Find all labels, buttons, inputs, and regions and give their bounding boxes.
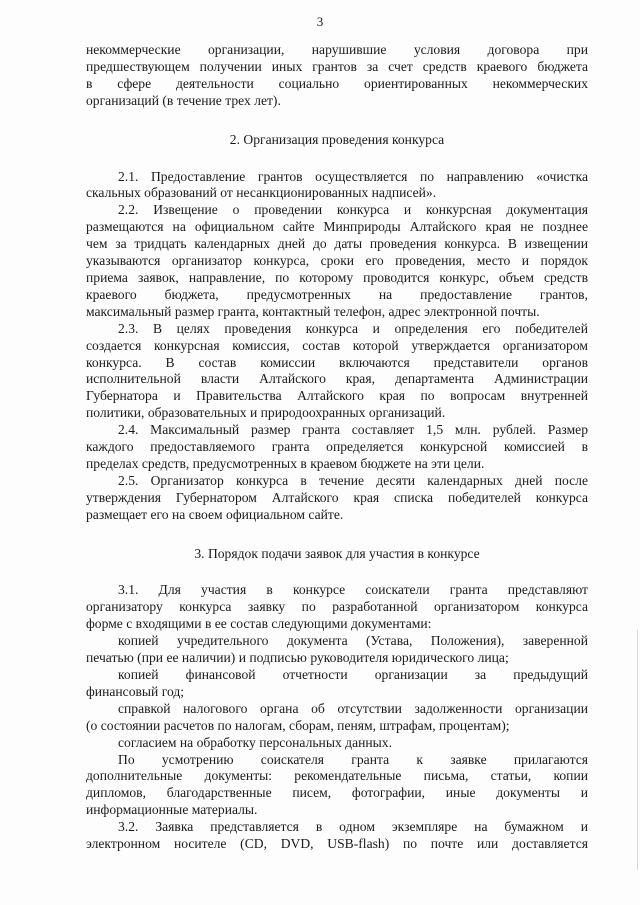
text-line: размещает его на своем официальном сайте. (86, 506, 344, 522)
text-line: указываются организатор конкурса, сроки его проведения, место и порядок (86, 253, 588, 269)
text-line: копией финансовой отчетности организации за предыдущий (118, 667, 588, 682)
text-line: утверждения Губернатором Алтайского края списка победителей конкурса (86, 489, 588, 505)
text-line: финансовый год; (86, 683, 185, 699)
text-line: создается конкурсная комиссия, состав которой утверждается организатором (86, 337, 588, 353)
section-2-heading: 2. Организация проведения конкурса (229, 131, 445, 147)
scan-edge-shadow (637, 630, 638, 870)
text-line: краевого бюджета, предусмотренных на предоставление грантов, (86, 286, 588, 302)
text-line: максимальный размер гранта, контактный телефон, адрес электронной почты. (86, 303, 540, 319)
text-line: 2.4. Максимальный размер гранта составляет 1,5 млн. рублей. Размер (118, 422, 588, 438)
text-line: 2.2. Извещение о проведении конкурса и конкурсная документация (118, 202, 588, 218)
text-line: 3.1. Для участия в конкурсе соискатели гранта представляют (118, 582, 588, 598)
text-line: приема заявок, направление, по которому проводится конкурс, объем средств (86, 269, 588, 285)
text-line: форме с входящими в ее состав следующими документами: (86, 616, 432, 632)
text-line: 3.2. Заявка представляется в одном экземпляре на бумажном и (118, 819, 588, 835)
paragraph-2-1 (86, 169, 588, 203)
text-line: скальных образований от несанкционированных надписей». (86, 185, 437, 201)
paragraph-2-4 (86, 422, 588, 473)
text-line: По усмотрению соискателя гранта к заявке прилагаются (118, 751, 588, 767)
text-line: печатью (при ее наличии) и подписью руководителя юридического лица; (86, 650, 509, 666)
paragraph-2-2 (86, 202, 588, 320)
paragraph-2-5 (86, 473, 588, 524)
paragraph-2-3 (86, 321, 588, 422)
text-line: (о состоянии расчетов по налогам, сборам, пеням, штрафам, процентам); (86, 717, 510, 733)
text-line: согласием на обработку персональных данных. (118, 734, 392, 750)
text-line: некоммерческие организации, нарушившие условия договора при (86, 42, 588, 57)
text-line: дополнительные документы: рекомендательные письма, статьи, копии (86, 768, 588, 784)
text-line: информационные материалы. (86, 802, 258, 818)
document-body (86, 42, 588, 853)
list-item-financial-report (86, 667, 588, 701)
text-line: организаций (в течение трех лет). (86, 92, 281, 108)
list-item-personal-data-consent (86, 735, 588, 752)
text-line: 2.1. Предоставление грантов осуществляется по направлению «очистка (118, 168, 588, 184)
text-line: Губернатора и Правительства Алтайского края по вопросам внутренней (86, 388, 588, 404)
text-line: пределах средств, предусмотренных в краевом бюджете на эти цели. (86, 455, 485, 471)
text-line: конкурса. В состав комиссии включаются представители органов (86, 354, 588, 370)
text-line: каждого предоставляемого гранта определяется конкурсной комиссией в (86, 439, 588, 455)
text-line: справкой налогового органа об отсутствии задолженности организации (118, 700, 588, 716)
intro-paragraph (86, 42, 588, 110)
text-line: копией учредительного документа (Устава, Положения), заверенной (118, 633, 588, 649)
page-number: 3 (316, 14, 324, 29)
text-line: электронном носителе (CD, DVD, USB-flash) по почте или доставляется (86, 836, 588, 852)
text-line: дипломов, благодарственные писем, фотографии, иные документы и (86, 785, 588, 801)
text-line: предшествующем получении иных грантов за счет средств краевого бюджета (86, 58, 588, 74)
text-line: размещаются на официальном сайте Минприроды Алтайского края не позднее (86, 219, 588, 235)
text-line: исполнительной власти Алтайского края, департамента Администрации (86, 371, 588, 387)
text-line: чем за тридцать календарных дней до даты проведения конкурса. В извещении (86, 236, 588, 252)
text-line: в сфере деятельности социально ориентированных некоммерческих (86, 75, 588, 91)
list-item-charter-copy (86, 633, 588, 667)
paragraph-additional-documents (86, 752, 588, 820)
text-line: 2.3. В целях проведения конкурса и определения его победителей (118, 320, 588, 336)
text-line: политики, образовательных и природоохранных организаций. (86, 405, 446, 421)
paragraph-3-2 (86, 819, 588, 853)
text-line: 2.5. Организатор конкурса в течение десяти календарных дней после (118, 472, 588, 488)
section-3-heading: 3. Порядок подачи заявок для участия в конкурсе (194, 545, 480, 561)
text-line: организатору конкурса заявку по разработанной организатором конкурса (86, 599, 588, 615)
paragraph-3-1 (86, 582, 588, 633)
list-item-tax-certificate (86, 701, 588, 735)
